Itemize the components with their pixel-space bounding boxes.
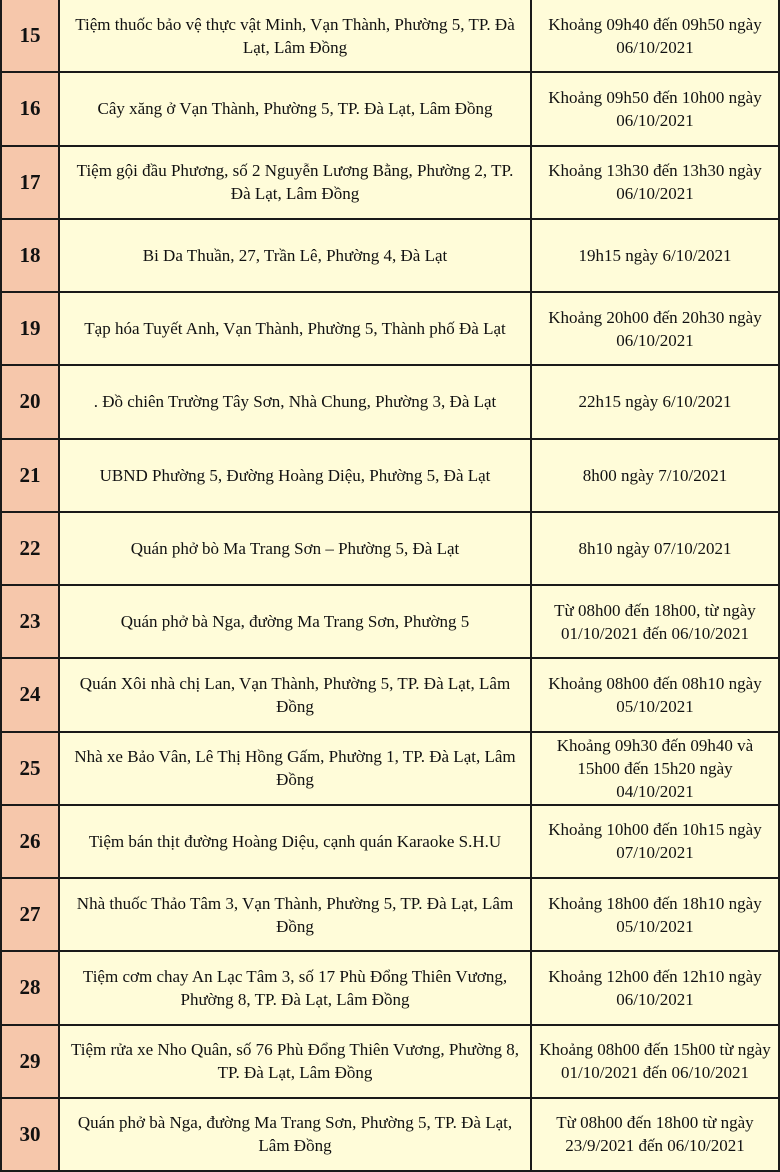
- row-number-cell: 23: [1, 585, 59, 658]
- location-cell: Tạp hóa Tuyết Anh, Vạn Thành, Phường 5, Thành phố Đà Lạt: [59, 292, 531, 365]
- row-number-cell: 15: [1, 0, 59, 72]
- table-row: [1, 805, 779, 878]
- table-row: [1, 439, 779, 512]
- table-row: [1, 585, 779, 658]
- row-number-cell: 24: [1, 658, 59, 731]
- location-cell: Tiệm rửa xe Nho Quân, số 76 Phù Đổng Thiên Vương, Phường 8, TP. Đà Lạt, Lâm Đồng: [59, 1025, 531, 1098]
- row-number-cell: 30: [1, 1098, 59, 1171]
- location-cell: Quán Xôi nhà chị Lan, Vạn Thành, Phường 5, TP. Đà Lạt, Lâm Đồng: [59, 658, 531, 731]
- location-cell: . Đồ chiên Trường Tây Sơn, Nhà Chung, Phường 3, Đà Lạt: [59, 365, 531, 438]
- location-cell: UBND Phường 5, Đường Hoàng Diệu, Phường 5, Đà Lạt: [59, 439, 531, 512]
- row-number-cell: 27: [1, 878, 59, 951]
- location-cell: Tiệm bán thịt đường Hoàng Diệu, cạnh quán Karaoke S.H.U: [59, 805, 531, 878]
- table-row: [1, 72, 779, 145]
- location-cell: Nhà thuốc Thảo Tâm 3, Vạn Thành, Phường 5, TP. Đà Lạt, Lâm Đồng: [59, 878, 531, 951]
- time-cell: 8h10 ngày 07/10/2021: [531, 512, 779, 585]
- row-number-cell: 29: [1, 1025, 59, 1098]
- location-cell: Nhà xe Bảo Vân, Lê Thị Hồng Gấm, Phường 1, TP. Đà Lạt, Lâm Đồng: [59, 732, 531, 805]
- location-cell: Cây xăng ở Vạn Thành, Phường 5, TP. Đà Lạt, Lâm Đồng: [59, 72, 531, 145]
- table-row: [1, 146, 779, 219]
- row-number-cell: 17: [1, 146, 59, 219]
- time-cell: 22h15 ngày 6/10/2021: [531, 365, 779, 438]
- time-cell: Khoảng 18h00 đến 18h10 ngày 05/10/2021: [531, 878, 779, 951]
- table-row: [1, 951, 779, 1024]
- table-row: [1, 512, 779, 585]
- table-row: [1, 1098, 779, 1171]
- row-number-cell: 22: [1, 512, 59, 585]
- time-cell: Từ 08h00 đến 18h00, từ ngày 01/10/2021 đến 06/10/2021: [531, 585, 779, 658]
- location-cell: Tiệm thuốc bảo vệ thực vật Minh, Vạn Thành, Phường 5, TP. Đà Lạt, Lâm Đồng: [59, 0, 531, 72]
- location-cell: Bi Da Thuần, 27, Trần Lê, Phường 4, Đà Lạt: [59, 219, 531, 292]
- time-cell: Khoảng 10h00 đến 10h15 ngày 07/10/2021: [531, 805, 779, 878]
- location-cell: Tiệm gội đầu Phương, số 2 Nguyễn Lương Bằng, Phường 2, TP. Đà Lạt, Lâm Đồng: [59, 146, 531, 219]
- table-row: [1, 1025, 779, 1098]
- table-row: [1, 219, 779, 292]
- table-row: [1, 365, 779, 438]
- time-cell: Khoảng 08h00 đến 15h00 từ ngày 01/10/2021 đến 06/10/2021: [531, 1025, 779, 1098]
- time-cell: Khoảng 13h30 đến 13h30 ngày 06/10/2021: [531, 146, 779, 219]
- time-cell: Khoảng 09h30 đến 09h40 và 15h00 đến 15h20 ngày 04/10/2021: [531, 732, 779, 805]
- time-cell: Từ 08h00 đến 18h00 từ ngày 23/9/2021 đến 06/10/2021: [531, 1098, 779, 1171]
- table-row: [1, 658, 779, 731]
- location-cell: Quán phở bà Nga, đường Ma Trang Sơn, Phường 5: [59, 585, 531, 658]
- table-body: [1, 0, 779, 1171]
- time-cell: Khoảng 20h00 đến 20h30 ngày 06/10/2021: [531, 292, 779, 365]
- table-row: [1, 292, 779, 365]
- time-cell: Khoảng 12h00 đến 12h10 ngày 06/10/2021: [531, 951, 779, 1024]
- row-number-cell: 16: [1, 72, 59, 145]
- row-number-cell: 25: [1, 732, 59, 805]
- row-number-cell: 26: [1, 805, 59, 878]
- time-cell: 8h00 ngày 7/10/2021: [531, 439, 779, 512]
- table-row: [1, 878, 779, 951]
- location-cell: Quán phở bò Ma Trang Sơn – Phường 5, Đà Lạt: [59, 512, 531, 585]
- time-cell: Khoảng 09h40 đến 09h50 ngày 06/10/2021: [531, 0, 779, 72]
- table-row: [1, 732, 779, 805]
- time-cell: 19h15 ngày 6/10/2021: [531, 219, 779, 292]
- table-row: [1, 0, 779, 72]
- row-number-cell: 28: [1, 951, 59, 1024]
- row-number-cell: 20: [1, 365, 59, 438]
- time-cell: Khoảng 08h00 đến 08h10 ngày 05/10/2021: [531, 658, 779, 731]
- time-cell: Khoảng 09h50 đến 10h00 ngày 06/10/2021: [531, 72, 779, 145]
- location-cell: Quán phở bà Nga, đường Ma Trang Sơn, Phường 5, TP. Đà Lạt, Lâm Đồng: [59, 1098, 531, 1171]
- location-cell: Tiệm cơm chay An Lạc Tâm 3, số 17 Phù Đổng Thiên Vương, Phường 8, TP. Đà Lạt, Lâm Đồng: [59, 951, 531, 1024]
- row-number-cell: 19: [1, 292, 59, 365]
- row-number-cell: 21: [1, 439, 59, 512]
- row-number-cell: 18: [1, 219, 59, 292]
